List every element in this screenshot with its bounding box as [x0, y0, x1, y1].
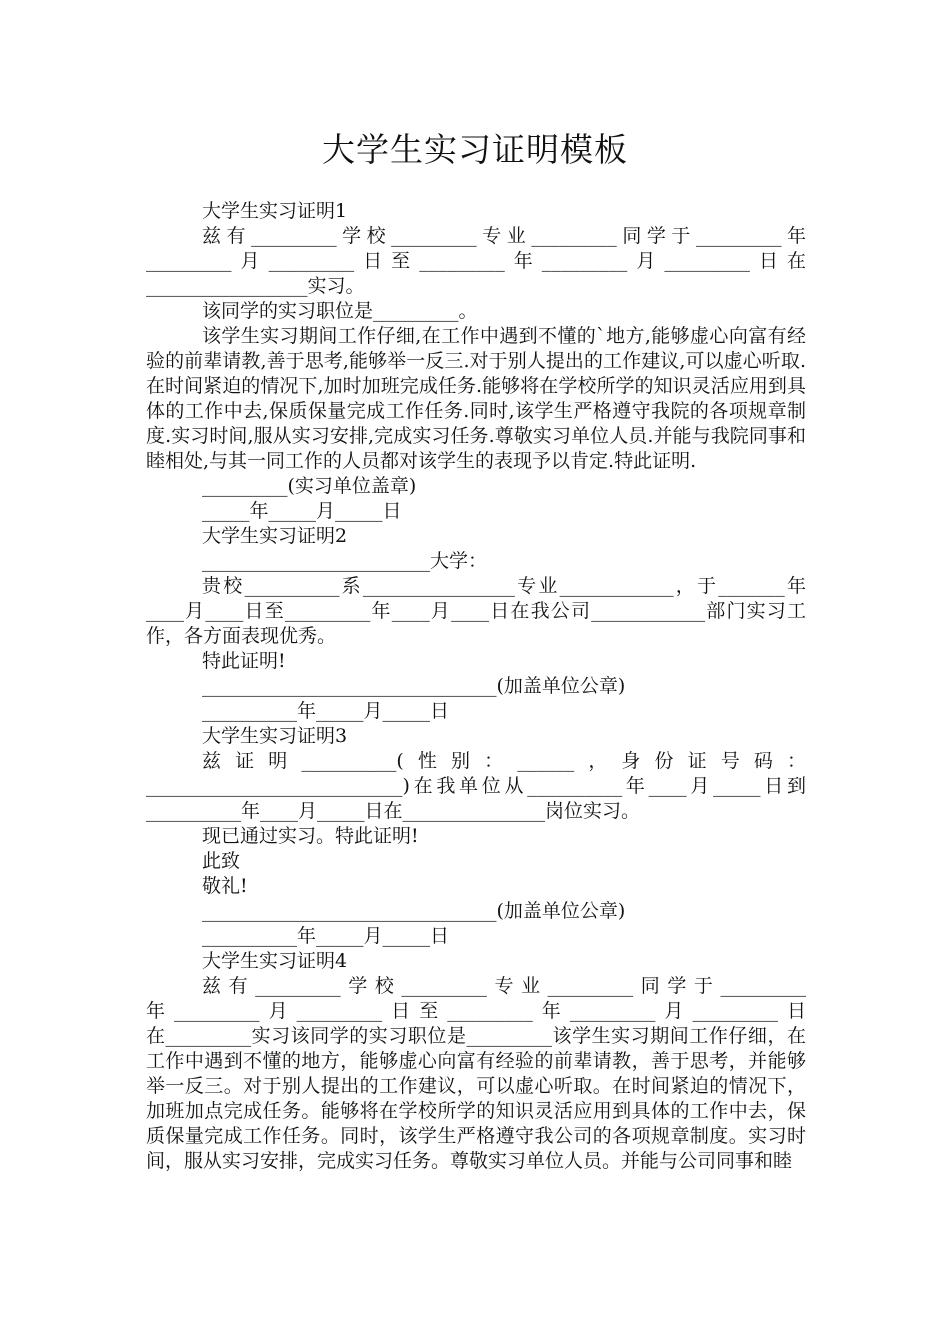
- document-body: [146, 199, 806, 1174]
- paragraph-3-regards: 敬礼!: [202, 875, 248, 897]
- paragraph-4-line-2: 年_________月_________日至_________年_________月_________日: [146, 1000, 806, 1022]
- section-heading-3: 大学生实习证明3: [202, 725, 348, 747]
- paragraph-3-body: 兹证明__________(性别：______，身份证号码：___________________________)在我单位从__________年____月_____日到__________年____月_____日在_______________岗位实习。: [146, 750, 806, 822]
- paragraph-1-intro: 兹有_________学校_________专业_________同学于_________年_________月_________日至_________年_________月_________日在_________________实习。: [146, 225, 806, 297]
- paragraph-4-body: 在_________实习该同学的实习职位是_________该学生实习期间工作仔细，在工作中遇到不懂的地方，能够虚心向富有经验的前辈请教，善于思考，并能够举一反三。对于别人提出的工作建议，可以虚心听取。在时间紧迫的情况下，加班加点完成任务。能够将在学校所学的知识灵活应用到具体的工作中去，保质保量完成工作任务。同时，该学生严格遵守我公司的各项规章制度。实习时间，服从实习安排，完成实习任务。尊敬实习单位人员。并能与公司同事和睦: [146, 1025, 806, 1172]
- paragraph-2-body: 贵校__________系________________专业____________，于_______年____月____日至_________年____月____日在我公司____________部门实习工作，各方面表现优秀。: [146, 575, 806, 647]
- paragraph-2-certify: 特此证明!: [202, 650, 286, 672]
- paragraph-2-seal: _______________________________(加盖单位公章): [202, 675, 626, 697]
- paragraph-1-seal: _________(实习单位盖章): [202, 475, 417, 497]
- section-heading-2: 大学生实习证明2: [202, 525, 348, 547]
- paragraph-2-date: __________年_____月_____日: [202, 700, 450, 722]
- document-title: 大学生实习证明模板: [322, 130, 628, 169]
- paragraph-1-evaluation: 该学生实习期间工作仔细,在工作中遇到不懂的`地方,能够虚心向富有经验的前辈请教,善于思考,能够举一反三.对于别人提出的工作建议,可以虚心听取.在时间紧迫的情况下,加时加班完成任务.能够将在学校所学的知识灵活应用到具体的工作中去,保质保量完成工作任务.同时,该学生严格遵守我院的各项规章制度.实习时间,服从实习安排,完成实习任务.尊敬实习单位人员.并能与我院同事和睦相处,与其一同工作的人员都对该学生的表现予以肯定.特此证明.: [146, 325, 806, 472]
- paragraph-3-date: __________年_____月_____日: [202, 925, 450, 947]
- paragraph-1-position: 该同学的实习职位是_________。: [202, 300, 478, 322]
- paragraph-1-date: _____年_____月_____日: [202, 500, 402, 522]
- paragraph-3-seal: _______________________________(加盖单位公章): [202, 900, 626, 922]
- paragraph-3-greeting: 此致: [202, 850, 241, 872]
- paragraph-4-line-1: 兹有_________学校_________专业_________同学于_________: [202, 975, 806, 997]
- paragraph-3-certify: 现已通过实习。特此证明!: [202, 825, 419, 847]
- section-heading-1: 大学生实习证明1: [202, 200, 348, 222]
- section-heading-4: 大学生实习证明4: [202, 950, 348, 972]
- paragraph-2-addressee: ________________________大学：: [202, 550, 488, 572]
